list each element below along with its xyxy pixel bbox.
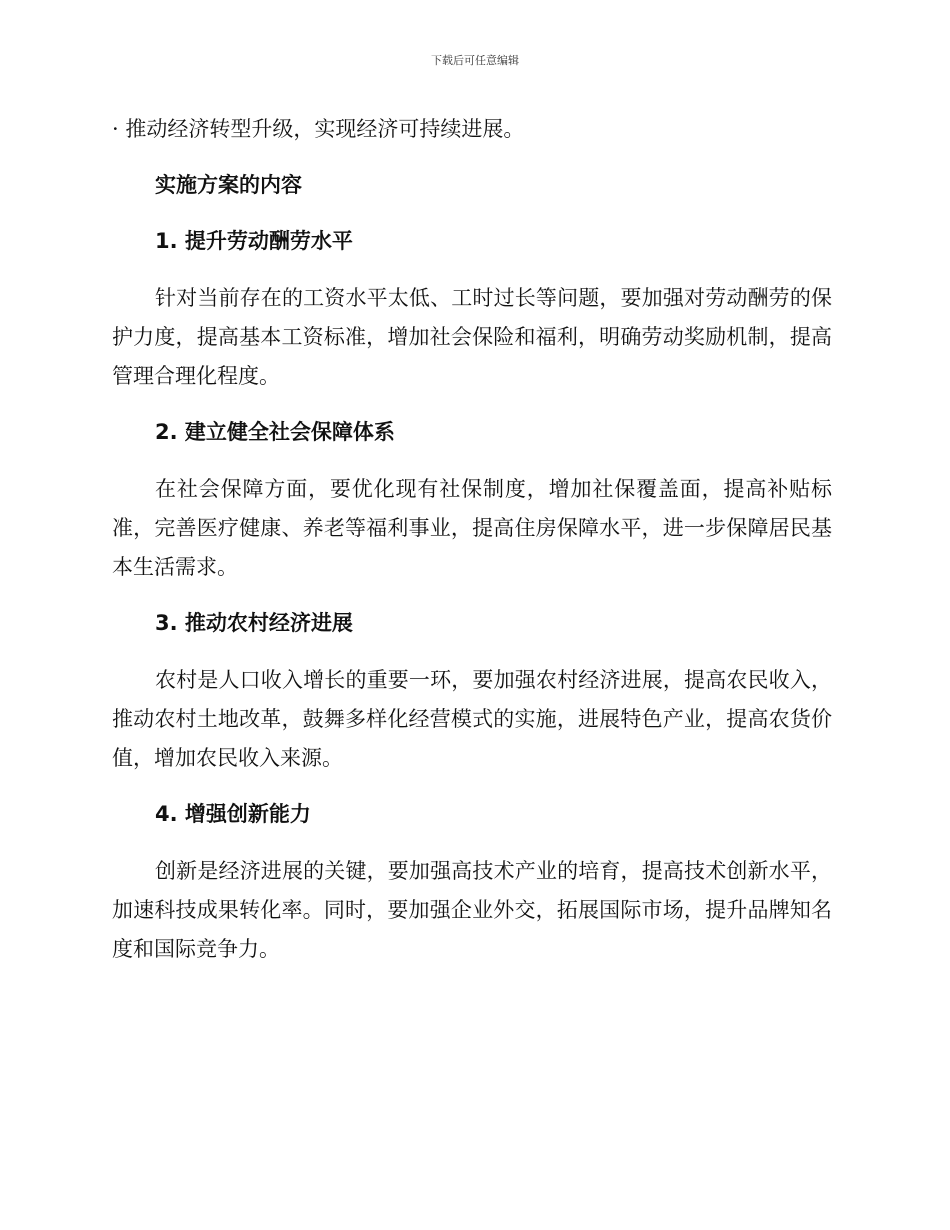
document-body xyxy=(112,111,832,987)
item-2-heading: 2. 建立健全社会保障体系 xyxy=(155,420,395,444)
item-1-heading: 1. 提升劳动酬劳水平 xyxy=(155,229,353,253)
bullet-line: · 推动经济转型升级，实现经济可持续进展。 xyxy=(112,117,525,141)
item-3-body: 农村是人口收入增长的重要一环，要加强农村经济进展，提高农民收入，推动农村土地改革，鼓舞多样化经营模式的实施，进展特色产业，提高农货价值，增加农民收入来源。 xyxy=(112,668,832,770)
item-4-body: 创新是经济进展的关键，要加强高技术产业的培育，提高技术创新水平，加速科技成果转化率。同时，要加强企业外交，拓展国际市场，提升品牌知名度和国际竞争力。 xyxy=(112,859,832,961)
section-title: 实施方案的内容 xyxy=(155,173,302,197)
page-header: 下载后可任意编辑 xyxy=(431,54,519,67)
item-2-body: 在社会保障方面，要优化现有社保制度，增加社保覆盖面，提高补贴标准，完善医疗健康、养老等福利事业，提高住房保障水平，进一步保障居民基本生活需求。 xyxy=(112,477,832,579)
item-1-body: 针对当前存在的工资水平太低、工时过长等问题，要加强对劳动酬劳的保护力度，提高基本工资标准，增加社会保险和福利，明确劳动奖励机制，提高管理合理化程度。 xyxy=(112,286,832,388)
item-4-heading: 4. 增强创新能力 xyxy=(155,802,311,826)
item-3-heading: 3. 推动农村经济进展 xyxy=(155,611,353,635)
